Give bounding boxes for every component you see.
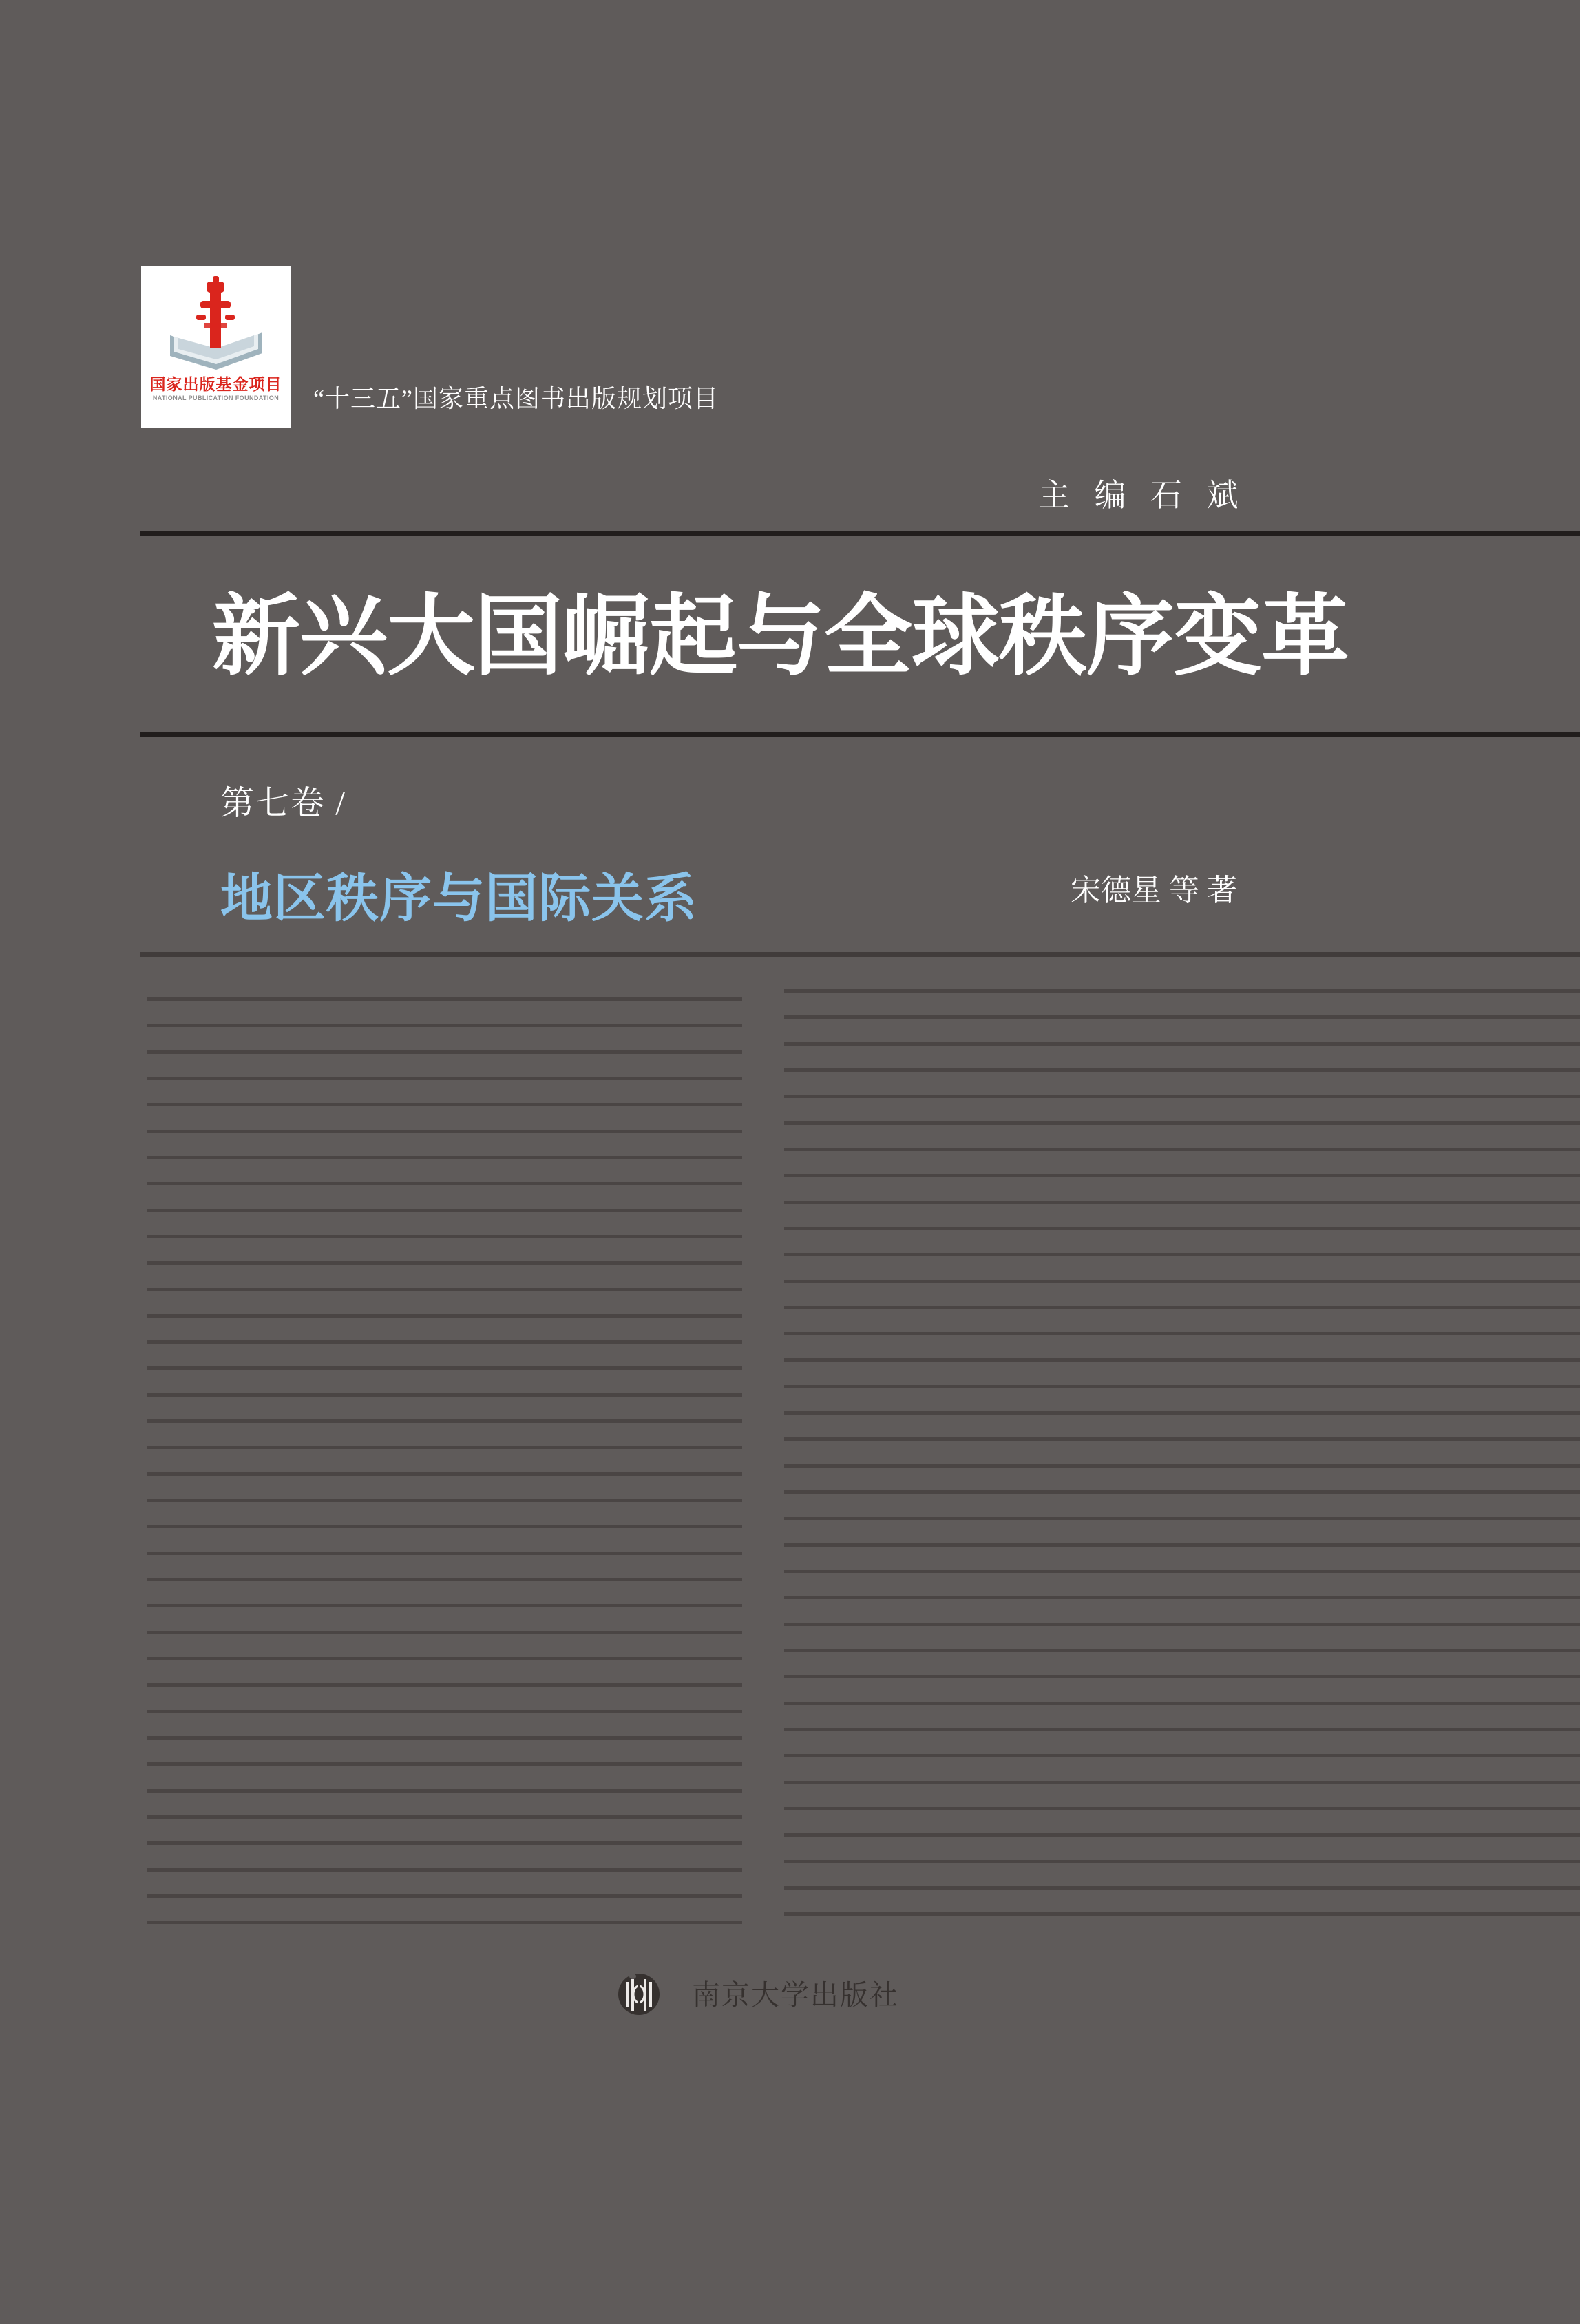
ruled-line	[784, 1411, 1580, 1415]
ruled-line	[147, 1103, 742, 1106]
ruled-line	[784, 989, 1580, 993]
ruled-line	[784, 1068, 1580, 1072]
ruled-line	[147, 1130, 742, 1133]
ruled-line	[784, 1358, 1580, 1362]
ruled-line	[784, 1148, 1580, 1151]
ruled-line	[147, 1683, 742, 1687]
ruled-line	[784, 1886, 1580, 1890]
ruled-line	[147, 1499, 742, 1502]
ruled-line	[784, 1464, 1580, 1468]
volume-label: 第七卷 /	[220, 784, 346, 822]
ruled-line	[784, 1754, 1580, 1757]
ruled-line	[147, 1419, 742, 1423]
ruled-line	[784, 1833, 1580, 1837]
huabiao-book-graphic	[165, 272, 268, 374]
ruled-line	[147, 1288, 742, 1291]
title-rule-bottom	[140, 732, 1580, 737]
editor-label: 主 编 石 斌	[1038, 478, 1247, 513]
title-rule-top	[140, 531, 1580, 536]
series-label: “十三五”国家重点图书出版规划项目	[313, 385, 719, 412]
ruled-line	[147, 1261, 742, 1265]
funding-badge-en-label: NATIONAL PUBLICATION FOUNDATION	[152, 394, 280, 401]
ruled-line	[784, 1543, 1580, 1547]
ruled-line	[784, 1280, 1580, 1283]
funding-badge-cn-label: 国家出版基金项目	[149, 376, 282, 393]
ruled-line	[784, 1675, 1580, 1678]
ruled-line	[784, 1702, 1580, 1705]
ruled-line	[147, 1736, 742, 1740]
ruled-line	[147, 1841, 742, 1845]
publisher-block	[0, 1969, 1580, 2024]
ruled-line	[147, 1552, 742, 1555]
ruled-line	[784, 1332, 1580, 1335]
publisher-name: 南京大学出版社	[692, 1979, 899, 2011]
ruled-line	[784, 1728, 1580, 1731]
section-divider-line	[140, 952, 1580, 957]
ruled-line	[784, 1807, 1580, 1810]
ruled-line	[784, 1015, 1580, 1019]
ruled-line	[147, 1024, 742, 1027]
ruled-line	[147, 1366, 742, 1370]
ruled-line	[784, 1437, 1580, 1441]
publisher-logo	[618, 1971, 660, 2016]
ruled-line	[784, 1596, 1580, 1599]
ruled-line	[784, 1860, 1580, 1863]
book-title: 新兴大国崛起与全球秩序变革	[212, 588, 1349, 686]
ruled-line	[784, 1781, 1580, 1784]
ruled-line	[147, 1446, 742, 1449]
ruled-line	[784, 1385, 1580, 1388]
ruled-line	[147, 1182, 742, 1185]
ruled-line	[147, 1762, 742, 1766]
ruled-line	[147, 1789, 742, 1793]
ruled-line	[147, 1235, 742, 1238]
ruled-line	[784, 1042, 1580, 1046]
ruled-line	[147, 1340, 742, 1344]
ruled-line	[147, 1393, 742, 1397]
ruled-line	[784, 1121, 1580, 1125]
ruled-line	[784, 1306, 1580, 1309]
ruled-line	[147, 1815, 742, 1819]
ruled-line	[784, 1649, 1580, 1652]
ruled-line	[784, 1517, 1580, 1520]
ruled-line	[147, 1604, 742, 1607]
ruled-line	[147, 997, 742, 1001]
ruled-line	[784, 1912, 1580, 1916]
ruled-line	[147, 1314, 742, 1318]
ruled-line	[147, 1657, 742, 1660]
subtitle: 地区秩序与国际关系	[220, 869, 697, 928]
ruled-line	[147, 1921, 742, 1924]
ruled-line	[784, 1570, 1580, 1573]
ruled-line	[147, 1156, 742, 1159]
ruled-line	[147, 1050, 742, 1054]
funding-badge	[141, 266, 291, 428]
ruled-line	[147, 1631, 742, 1634]
ruled-line	[784, 1174, 1580, 1177]
ruled-line	[784, 1253, 1580, 1256]
ruled-line	[147, 1525, 742, 1528]
ruled-line	[784, 1227, 1580, 1230]
ruled-line	[784, 1490, 1580, 1494]
authors-label: 宋德星 等 著	[1071, 874, 1237, 907]
ruled-line	[147, 1578, 742, 1581]
ruled-line	[147, 1894, 742, 1898]
ruled-line	[784, 1095, 1580, 1098]
ruled-line	[147, 1868, 742, 1872]
ruled-line	[147, 1710, 742, 1713]
ruled-line	[147, 1209, 742, 1212]
ruled-line	[784, 1201, 1580, 1204]
ruled-line	[147, 1472, 742, 1476]
ruled-line	[784, 1623, 1580, 1626]
ruled-line	[147, 1077, 742, 1080]
